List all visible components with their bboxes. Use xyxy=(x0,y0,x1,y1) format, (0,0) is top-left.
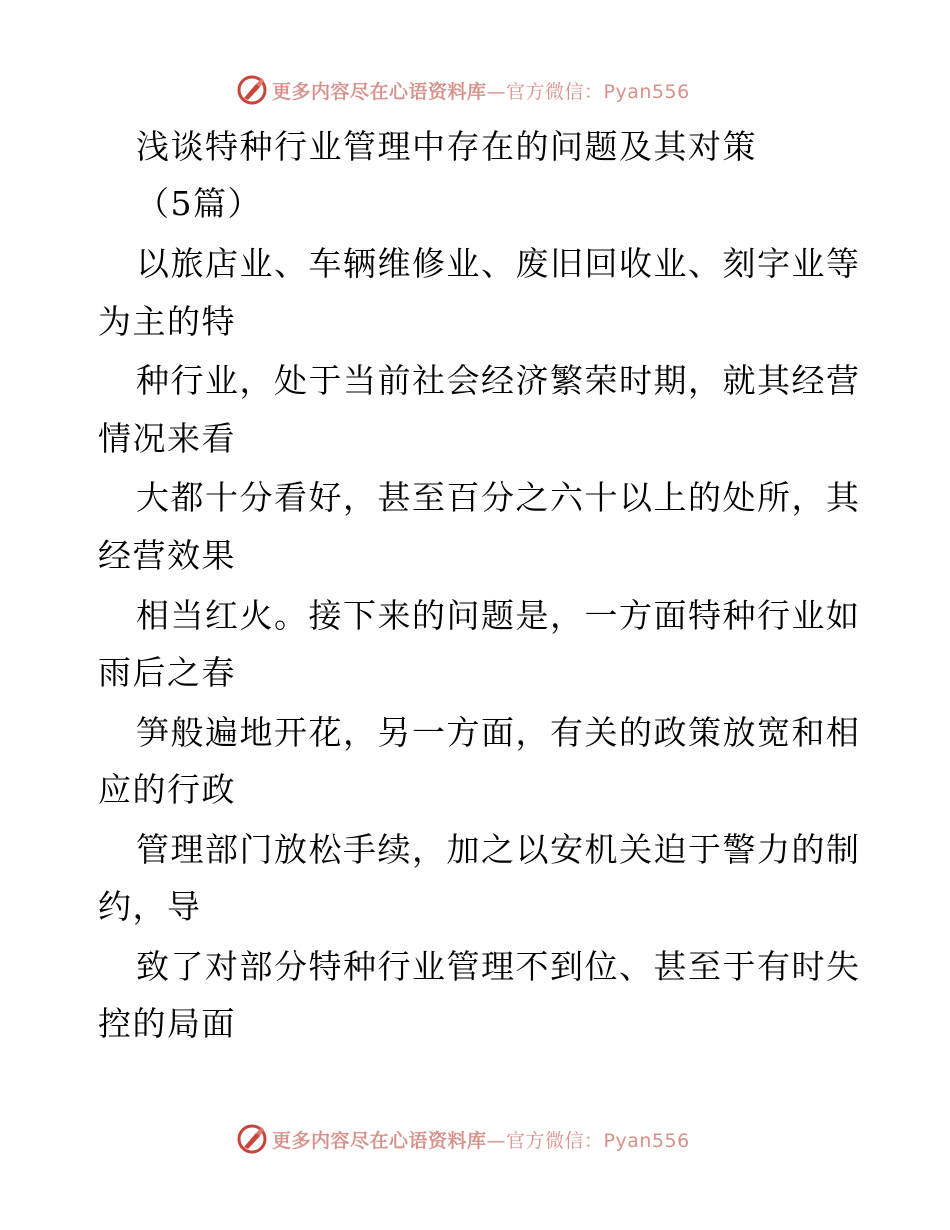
paragraph-line: 情况来看 xyxy=(98,419,236,458)
paragraph-line: 经营效果 xyxy=(98,536,236,575)
paragraph-line: 雨后之春 xyxy=(98,653,236,692)
watermark-text: 更多内容尽在心语资料库—官方微信：Pyan556 xyxy=(272,80,690,103)
paragraph-line: 管理部门放松手续，加之以安机关迫于警力的制 xyxy=(136,830,861,869)
paragraph-line: 应的行政 xyxy=(98,770,236,809)
paragraph-line: 种行业，处于当前社会经济繁荣时期，就其经营 xyxy=(136,361,861,400)
paragraph-line: 致了对部分特种行业管理不到位、甚至于有时失 xyxy=(136,947,861,986)
paragraph-line: 控的局面 xyxy=(98,1004,236,1043)
pen-logo-icon xyxy=(236,1123,268,1155)
paragraph-line: 笋般遍地开花，另一方面，有关的政策放宽和相 xyxy=(136,713,861,752)
paragraph-line: 约，导 xyxy=(98,887,202,926)
paragraph-line: 为主的特 xyxy=(98,302,236,341)
footer-watermark xyxy=(236,1122,690,1156)
paragraph-line: 大都十分看好，甚至百分之六十以上的处所，其 xyxy=(136,478,861,517)
paragraph-line: 相当红火。接下来的问题是，一方面特种行业如 xyxy=(136,596,861,635)
paragraph-line: 以旅店业、车辆维修业、废旧回收业、刻字业等 xyxy=(136,244,861,283)
document-title-count: （5篇） xyxy=(136,184,262,223)
document-title: 浅谈特种行业管理中存在的问题及其对策 xyxy=(136,127,757,166)
watermark-text: 更多内容尽在心语资料库—官方微信：Pyan556 xyxy=(272,1129,690,1152)
